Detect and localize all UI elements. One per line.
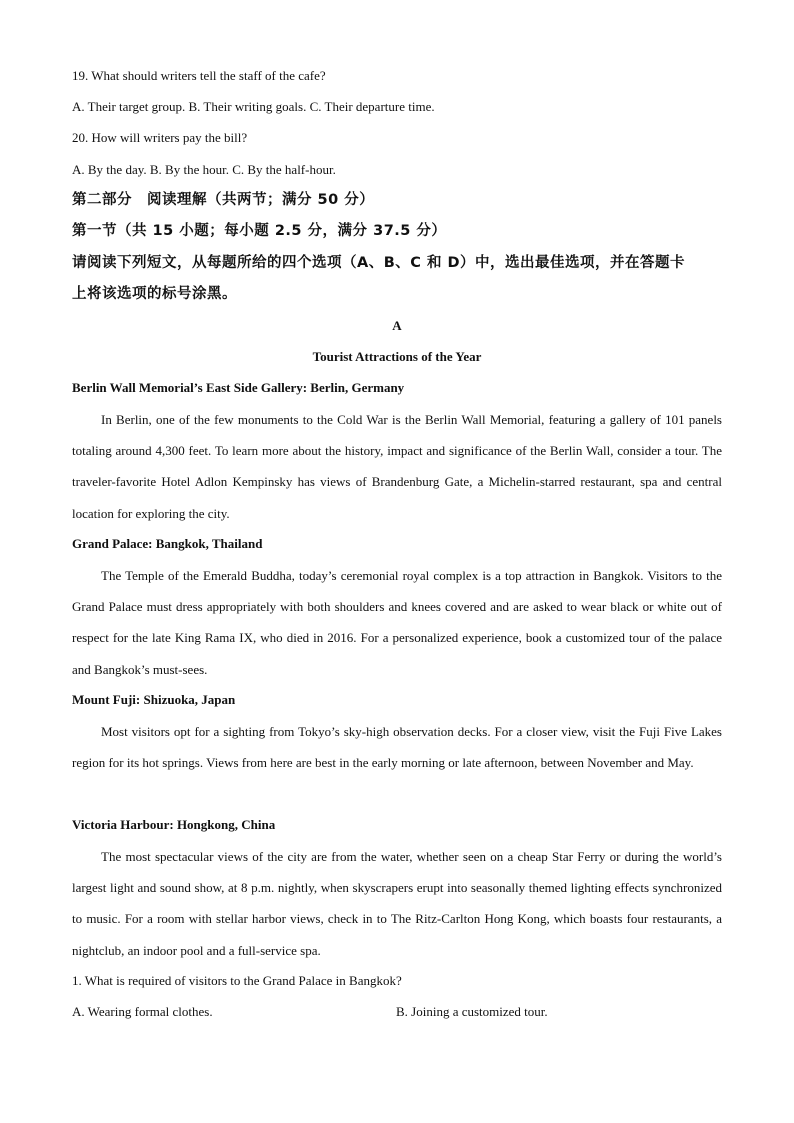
passage-title: Tourist Attractions of the Year — [312, 349, 482, 364]
question-19-options: A. Their target group. B. Their writing goals. C. Their departure time. — [72, 99, 435, 114]
attraction-heading-hongkong: Victoria Harbour: Hongkong, China — [72, 817, 276, 832]
attraction-text-fuji: Most visitors opt for a sighting from Tokyo’s sky-high observation decks. For a closer view, visit the Fuji Five Lakes region for its hot springs. Views from here are best in the early morning or late afternoon, between November and May. — [72, 724, 722, 771]
attraction-text-berlin: In Berlin, one of the few monuments to the Cold War is the Berlin Wall Memorial, featuring a gallery of 101 panels totaling around 4,300 feet. To learn more about the history, impact and significance of the Berlin Wall, consider a tour. The traveler-favorite Hotel Adlon Kempinsky has views of Brandenburg Gate, a Michelin-starred restaurant, spa and central location for exploring the city. — [72, 412, 722, 521]
section-heading: 第二部分 阅读理解（共两节；满分 50 分） — [72, 192, 375, 208]
question-1-stem: 1. What is required of visitors to the Grand Palace in Bangkok? — [72, 973, 402, 988]
attraction-heading-fuji: Mount Fuji: Shizuoka, Japan — [72, 692, 236, 707]
attraction-heading-berlin: Berlin Wall Memorial’s East Side Gallery: Berlin, Germany — [72, 380, 405, 395]
attraction-heading-bangkok: Grand Palace: Bangkok, Thailand — [72, 536, 263, 551]
question-1-options — [72, 1004, 722, 1020]
instruction-line-2: 上将该选项的标号涂黑。 — [72, 286, 237, 302]
section-subheading: 第一节（共 15 小题；每小题 2.5 分，满分 37.5 分） — [72, 223, 447, 239]
question-19: 19. What should writers tell the staff of the cafe? — [72, 68, 326, 83]
attraction-text-bangkok: The Temple of the Emerald Buddha, today’s ceremonial royal complex is a top attraction in Bangkok. Visitors to the Grand Palace must dress appropriately with both shoulders and knees covered and are asked to wear black or white out of respect for the late King Rama IX, who died in 2016. For a personalized experience, book a customized tour of the palace and Bangkok’s must-sees. — [72, 568, 722, 677]
instruction-line-1: 请阅读下列短文，从每题所给的四个选项（A、B、C 和 D）中，选出最佳选项，并在答题卡 — [72, 255, 686, 271]
attraction-text-hongkong: The most spectacular views of the city are from the water, whether seen on a cheap Star Ferry or during the world’s largest light and sound show, at 8 p.m. nightly, when skyscrapers erupt into seasonally themed lighting effects synchronized to music. For a room with stellar harbor views, check in to The Ritz-Carlton Hong Kong, which boasts four restaurants, a nightclub, an indoor pool and a full-service spa. — [72, 849, 722, 958]
question-20-options: A. By the day. B. By the hour. C. By the half-hour. — [72, 162, 336, 177]
question-20: 20. How will writers pay the bill? — [72, 130, 248, 145]
passage-letter: A — [392, 318, 402, 333]
question-1-option-a: A. Wearing formal clothes. — [72, 1004, 213, 1019]
question-1-option-b: B. Joining a customized tour. — [396, 1004, 548, 1019]
